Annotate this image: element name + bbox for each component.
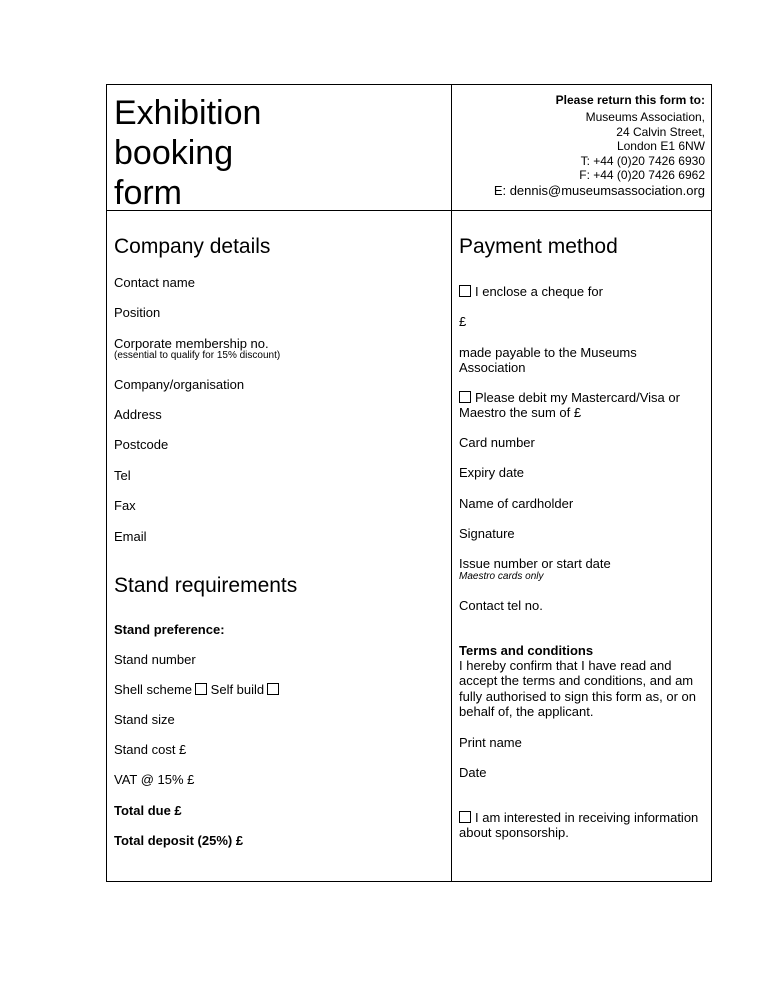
card-number-label: Card number xyxy=(459,435,535,450)
signature-label: Signature xyxy=(459,526,515,541)
stand-number-label: Stand number xyxy=(114,652,196,667)
form-title-line-2: booking xyxy=(114,134,234,172)
cheque-amount-label: £ xyxy=(459,314,467,329)
sponsorship-checkbox[interactable] xyxy=(459,811,471,823)
cheque-label: I enclose a cheque for xyxy=(475,284,603,299)
cheque-checkbox[interactable] xyxy=(459,285,471,297)
cheque-row xyxy=(459,284,603,300)
contact-tel-label: Contact tel no. xyxy=(459,598,543,613)
postcode-label: Postcode xyxy=(114,437,169,452)
form-title-line-1: Exhibition xyxy=(114,94,262,132)
address-line-3: London E1 6NW xyxy=(616,139,705,153)
membership-note: (essential to qualify for 15% discount) xyxy=(114,350,281,361)
address-line-2: 24 Calvin Street, xyxy=(616,125,705,139)
sponsorship-row xyxy=(459,810,698,826)
organisation-label: Company/organisation xyxy=(114,377,245,392)
terms-heading: Terms and conditions xyxy=(459,643,594,658)
maestro-note: Maestro cards only xyxy=(459,571,544,582)
fax-line: F: +44 (0)20 7426 6962 xyxy=(579,168,705,182)
shell-scheme-checkbox[interactable] xyxy=(195,683,207,695)
debit-line-2: Maestro the sum of £ xyxy=(459,405,582,420)
print-name-label: Print name xyxy=(459,735,522,750)
fax-label: Fax xyxy=(114,498,136,513)
company-details-heading: Company details xyxy=(114,235,271,258)
payable-line-1: made payable to the Museums xyxy=(459,345,637,360)
position-label: Position xyxy=(114,305,161,320)
terms-line-2: accept the terms and conditions, and am xyxy=(459,673,694,688)
expiry-date-label: Expiry date xyxy=(459,465,525,480)
self-build-label: Self build xyxy=(210,682,265,697)
vat-label: VAT @ 15% £ xyxy=(114,772,195,787)
sponsorship-line-2: about sponsorship. xyxy=(459,825,569,840)
header-divider xyxy=(106,210,712,211)
stand-type-row xyxy=(114,682,279,698)
shell-scheme-label: Shell scheme xyxy=(114,682,193,697)
date-label: Date xyxy=(459,765,487,780)
self-build-checkbox[interactable] xyxy=(267,683,279,695)
return-heading: Please return this form to: xyxy=(555,93,705,107)
payment-method-heading: Payment method xyxy=(459,235,618,258)
stand-requirements-heading: Stand requirements xyxy=(114,574,298,597)
debit-row xyxy=(459,390,680,406)
sponsorship-line-1: I am interested in receiving information xyxy=(475,810,699,825)
debit-checkbox[interactable] xyxy=(459,391,471,403)
form-title-line-3: form xyxy=(114,174,182,212)
address-label: Address xyxy=(114,407,162,422)
address-line-1: Museums Association, xyxy=(585,110,705,124)
cardholder-label: Name of cardholder xyxy=(459,496,574,511)
payable-line-2: Association xyxy=(459,360,526,375)
stand-cost-label: Stand cost £ xyxy=(114,742,187,757)
terms-line-3: fully authorised to sign this form as, or on xyxy=(459,689,697,704)
return-email: E: dennis@museumsassociation.org xyxy=(493,183,705,198)
email-label: Email xyxy=(114,529,147,544)
terms-line-1: I hereby confirm that I have read and xyxy=(459,658,672,673)
stand-size-label: Stand size xyxy=(114,712,175,727)
form-frame xyxy=(106,84,712,882)
contact-name-label: Contact name xyxy=(114,275,195,290)
total-deposit-label: Total deposit (25%) £ xyxy=(114,833,244,848)
issue-number-label: Issue number or start date xyxy=(459,556,611,571)
terms-line-4: behalf of, the applicant. xyxy=(459,704,594,719)
stand-preference-label: Stand preference: xyxy=(114,622,225,637)
tel-label: Tel xyxy=(114,468,131,483)
phone-line: T: +44 (0)20 7426 6930 xyxy=(580,154,705,168)
debit-line-1: Please debit my Mastercard/Visa or xyxy=(475,390,680,405)
column-divider xyxy=(451,84,452,882)
total-due-label: Total due £ xyxy=(114,803,182,818)
membership-label: Corporate membership no. xyxy=(114,336,269,351)
